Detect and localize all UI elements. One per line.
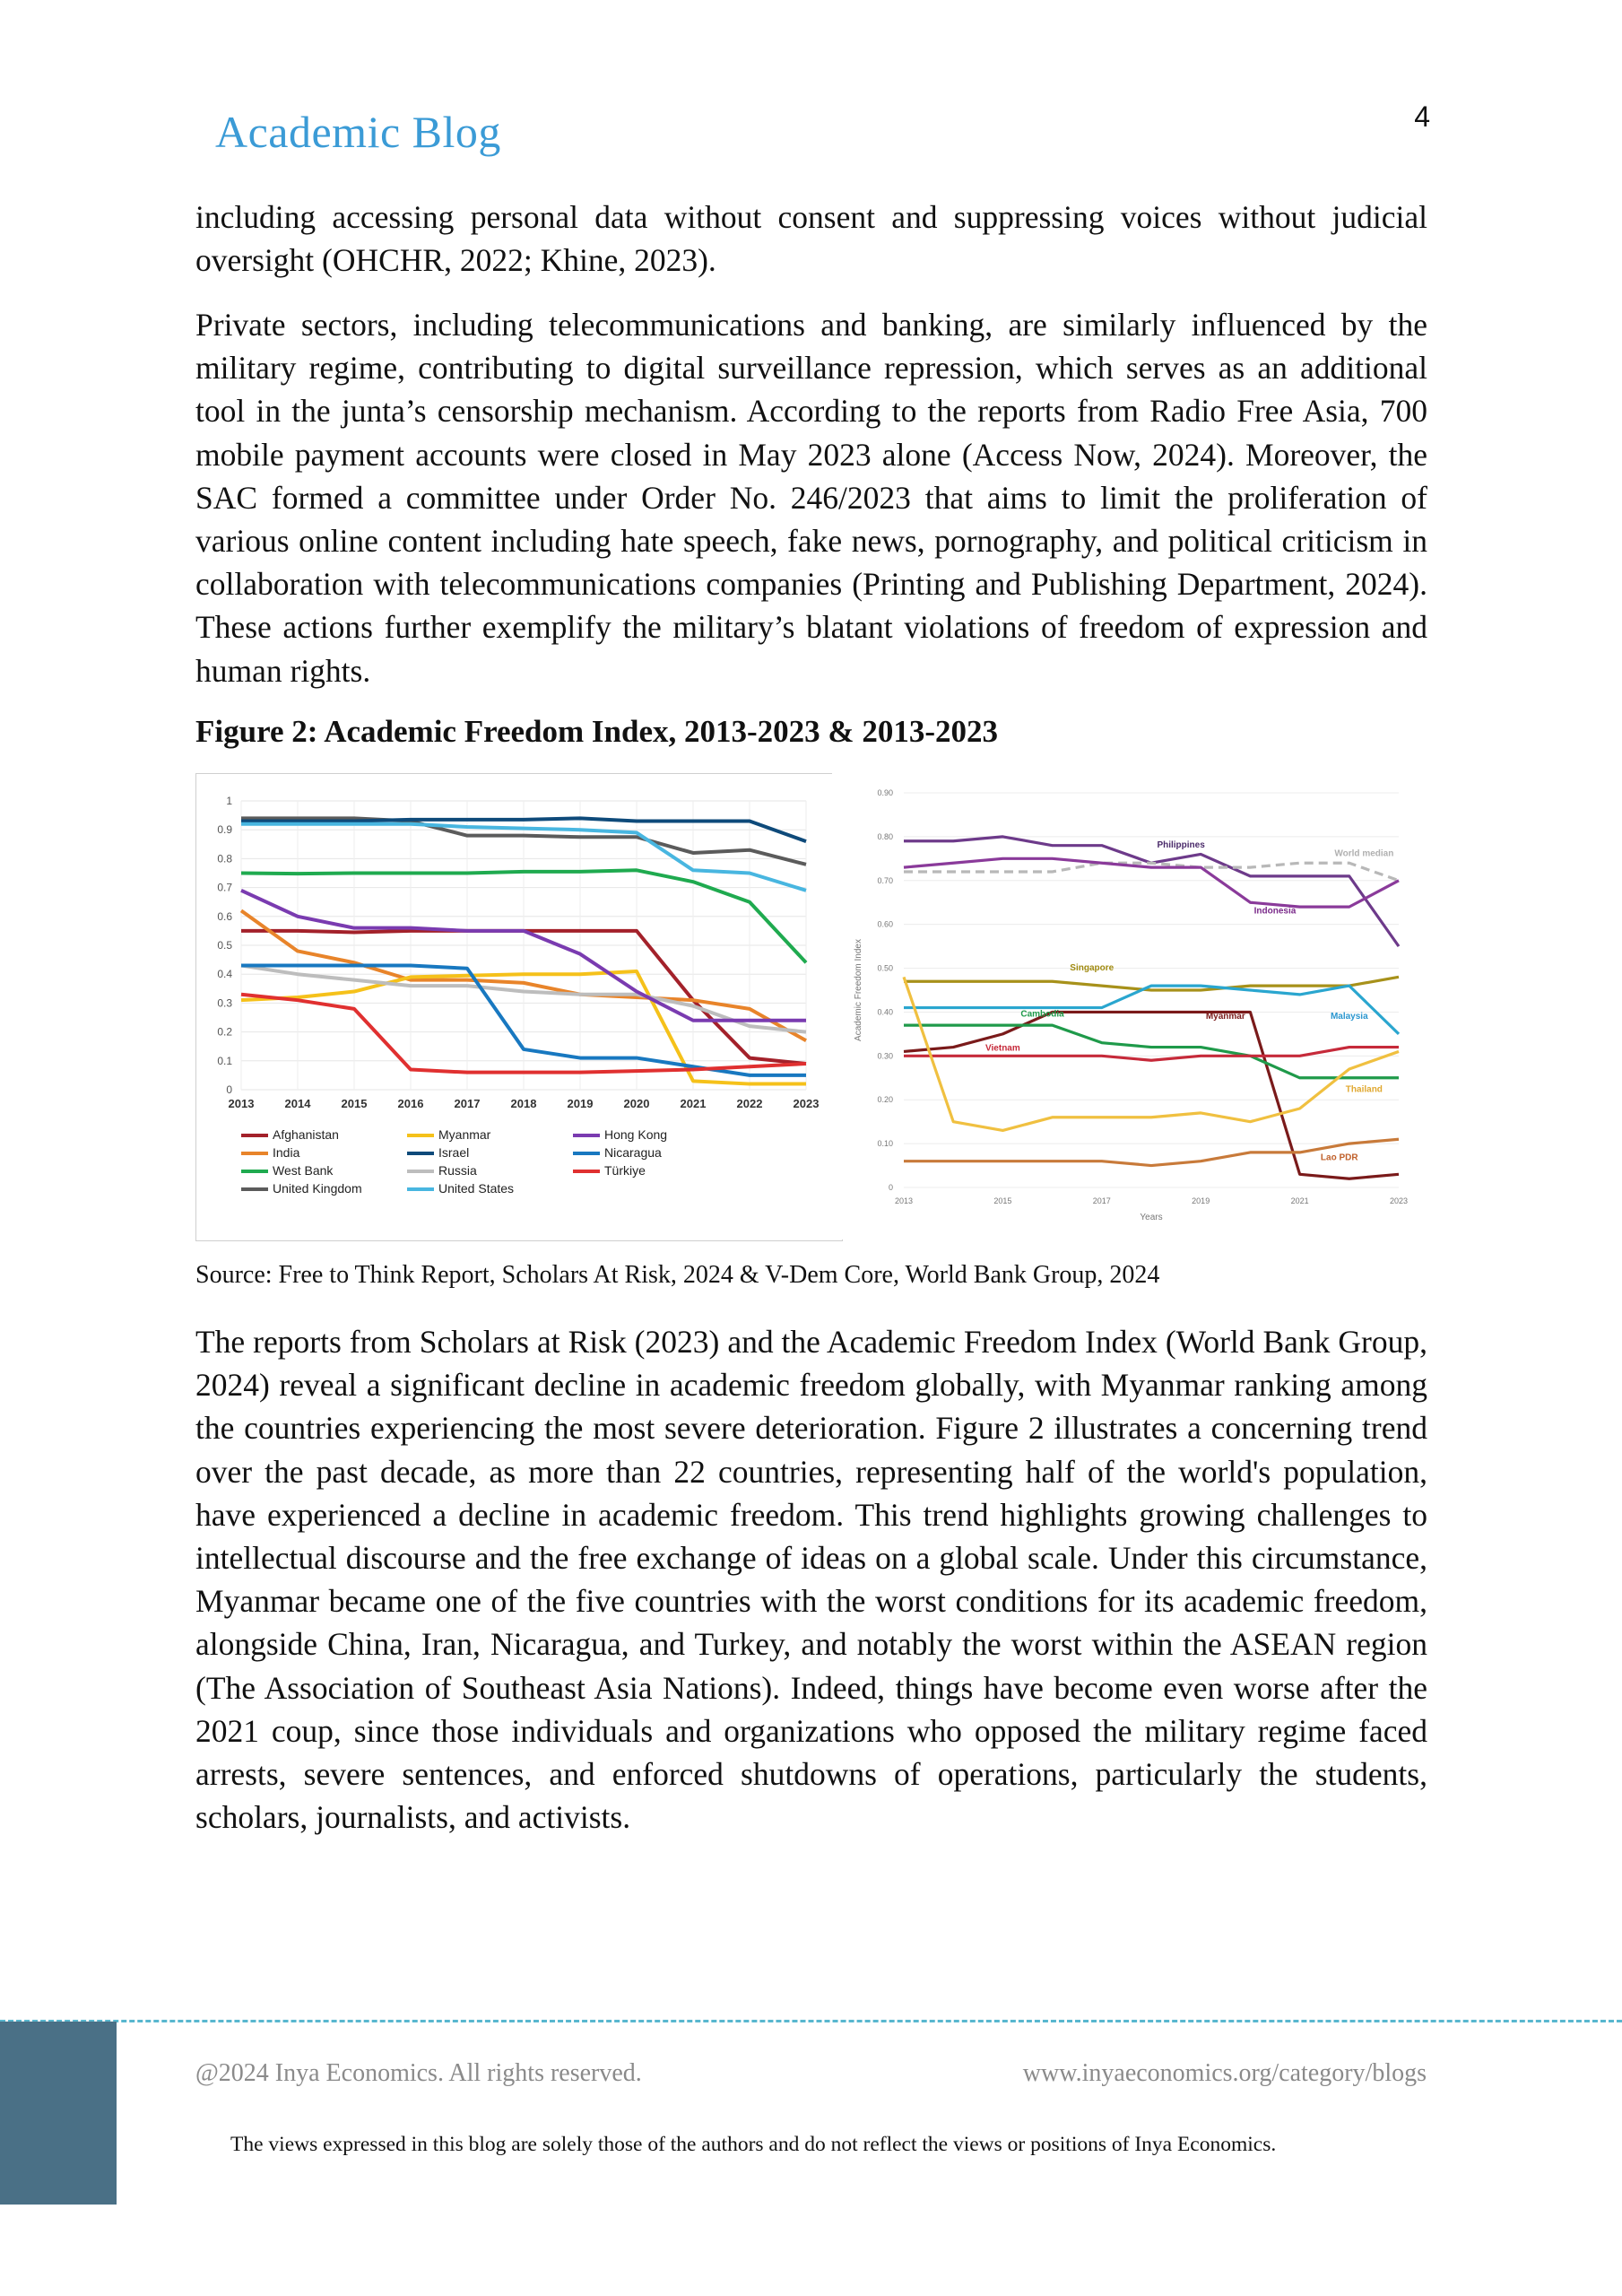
legend-label-t-rkiye: Türkiye xyxy=(604,1163,646,1178)
y-tick-label: 0 xyxy=(226,1083,232,1096)
x-tick-label: 2022 xyxy=(736,1097,763,1110)
series-label-cambodia: Cambodia xyxy=(1020,1009,1064,1020)
y-tick-label: 0.5 xyxy=(217,939,232,952)
footer-accent-block xyxy=(0,2022,117,2205)
chart-left xyxy=(195,773,843,1241)
figure-source: Source: Free to Think Report, Scholars At Risk, 2024 & V-Dem Core, World Bank Group, 2024 xyxy=(195,1261,1160,1289)
y-tick-label: 0.60 xyxy=(877,919,893,929)
x-tick-label: 2019 xyxy=(1192,1196,1210,1205)
footer-disclaimer: The views expressed in this blog are solely those of the authors and do not reflect the views or positions of Inya Economics. xyxy=(230,2133,1277,2156)
x-tick-label: 2014 xyxy=(284,1097,311,1110)
legend-label-afghanistan: Afghanistan xyxy=(273,1127,339,1142)
page-number: 4 xyxy=(1414,100,1430,133)
y-tick-label: 0.4 xyxy=(217,968,232,981)
x-tick-label: 2023 xyxy=(793,1097,820,1110)
footer-separator xyxy=(0,2020,1622,2022)
y-tick-label: 0.50 xyxy=(877,963,893,973)
y-tick-label: 1 xyxy=(226,795,232,807)
legend-label-hong-kong: Hong Kong xyxy=(604,1127,668,1142)
y-tick-label: 0.90 xyxy=(877,788,893,797)
series-line-world-median xyxy=(904,863,1399,881)
series-line-thailand xyxy=(904,977,1399,1130)
y-tick-label: 0.40 xyxy=(877,1007,893,1017)
paragraph-1-text: including accessing personal data without consent and suppressing voices without judicial oversight (OHCHR, 2022; Khine, 2023). xyxy=(195,199,1427,279)
legend-label-united-states: United States xyxy=(438,1181,515,1196)
legend-label-united-kingdom: United Kingdom xyxy=(273,1181,362,1196)
chart-right-svg xyxy=(832,773,1427,1239)
x-tick-label: 2019 xyxy=(567,1097,594,1110)
series-label-thailand: Thailand xyxy=(1345,1084,1383,1095)
y-tick-label: 0.20 xyxy=(877,1095,893,1105)
chart-left-svg xyxy=(196,774,842,1240)
y-tick-label: 0.2 xyxy=(217,1025,232,1039)
y-tick-label: 0.30 xyxy=(877,1051,893,1061)
legend-label-myanmar: Myanmar xyxy=(438,1127,491,1142)
y-tick-label: 0.7 xyxy=(217,881,232,894)
x-tick-label: 2020 xyxy=(623,1097,650,1110)
footer-copyright: @2024 Inya Economics. All rights reserved. xyxy=(195,2059,642,2087)
x-tick-label: 2017 xyxy=(1092,1196,1111,1205)
y-tick-label: 0 xyxy=(888,1183,893,1192)
legend-label-israel: Israel xyxy=(438,1145,470,1160)
paragraph-3 xyxy=(195,1320,1427,1839)
x-tick-label: 2013 xyxy=(228,1097,255,1110)
series-line-philippines xyxy=(904,837,1399,946)
y-tick-label: 0.1 xyxy=(217,1054,232,1067)
series-line-singapore xyxy=(904,977,1399,990)
y-tick-label: 0.8 xyxy=(217,852,232,865)
x-tick-label: 2021 xyxy=(1290,1196,1309,1205)
series-label-myanmar: Myanmar xyxy=(1205,1011,1245,1022)
x-tick-label: 2017 xyxy=(454,1097,481,1110)
paragraph-1 xyxy=(195,196,1427,282)
footer-url[interactable]: www.inyaeconomics.org/category/blogs xyxy=(1022,2059,1427,2087)
series-label-vietnam: Vietnam xyxy=(985,1043,1020,1054)
y-tick-label: 0.6 xyxy=(217,909,232,923)
series-label-malaysia: Malaysia xyxy=(1330,1011,1368,1022)
y-tick-label: 0.3 xyxy=(217,996,232,1010)
chart-right xyxy=(832,773,1427,1239)
series-label-indonesia: Indonesia xyxy=(1253,906,1297,917)
paragraph-3-text: The reports from Scholars at Risk (2023) and the Academic Freedom Index (World Bank Group, 2024) reveal a significant decline in academic freedom globally, with Myanmar ranking among the countries experiencing the most severe deterioration. Figure 2 illustrates a concerning trend over the past decade, as more than 22 countries, representing half of the world's population, have experienced a decline in academic freedom. This trend highlights growing challenges to intellectual discourse and the free exchange of ideas on a global scale. Under this circumstance, Myanmar became one of the five countries with the worst conditions for its academic freedom, alongside China, Iran, Nicaragua, and Turkey, and notably the worst within the ASEAN region (The Association of Southeast Asia Nations). Indeed, things have become even worse after the 2021 coup, since those individuals and organizations who opposed the military regime faced arrests, severe sentences, and enforced shutdowns of operations, particularly the students, scholars, journalists, and activists. xyxy=(195,1324,1427,1836)
paragraph-2-text: Private sectors, including telecommunications and banking, are similarly influenced by the military regime, contributing to digital surveillance repression, which serves as an additional tool in the junta’s censorship mechanism. According to the reports from Radio Free Asia, 700 mobile payment accounts were closed in May 2023 alone (Access Now, 2024). Moreover, the SAC formed a committee under Order No. 246/2023 that aims to limit the proliferation of various online content including hate speech, fake news, pornography, and political criticism in collaboration with telecommunications companies (Printing and Publishing Department, 2024). These actions further exemplify the military’s blatant violations of freedom of expression and human rights. xyxy=(195,307,1427,689)
series-line-indonesia xyxy=(904,858,1399,907)
series-label-lao-pdr: Lao PDR xyxy=(1320,1152,1358,1163)
x-tick-label: 2023 xyxy=(1389,1196,1409,1205)
y-tick-label: 0.80 xyxy=(877,831,893,841)
series-line-vietnam xyxy=(904,1048,1399,1061)
series-line-malaysia xyxy=(904,986,1399,1034)
x-tick-label: 2013 xyxy=(894,1196,914,1205)
x-tick-label: 2021 xyxy=(680,1097,707,1110)
legend-label-west-bank: West Bank xyxy=(273,1163,334,1178)
legend-label-russia: Russia xyxy=(438,1163,477,1178)
series-label-philippines: Philippines xyxy=(1157,840,1205,851)
blog-title: Academic Blog xyxy=(215,107,501,157)
x-tick-label: 2016 xyxy=(397,1097,424,1110)
legend-label-nicaragua: Nicaragua xyxy=(604,1145,662,1160)
series-label-singapore: Singapore xyxy=(1070,963,1115,973)
y-tick-label: 0.10 xyxy=(877,1139,893,1149)
legend-label-india: India xyxy=(273,1145,300,1160)
series-label-world-median: World median xyxy=(1334,848,1394,859)
y-tick-label: 0.70 xyxy=(877,875,893,885)
x-tick-label: 2018 xyxy=(510,1097,537,1110)
x-tick-label: 2015 xyxy=(341,1097,368,1110)
y-axis-label: Academic Freedom Index xyxy=(854,939,863,1041)
figure-title: Figure 2: Academic Freedom Index, 2013-2023 & 2013-2023 xyxy=(195,714,998,749)
paragraph-2 xyxy=(195,303,1427,692)
x-tick-label: 2015 xyxy=(993,1196,1012,1205)
x-axis-label: Years xyxy=(1140,1213,1163,1222)
y-tick-label: 0.9 xyxy=(217,823,232,837)
